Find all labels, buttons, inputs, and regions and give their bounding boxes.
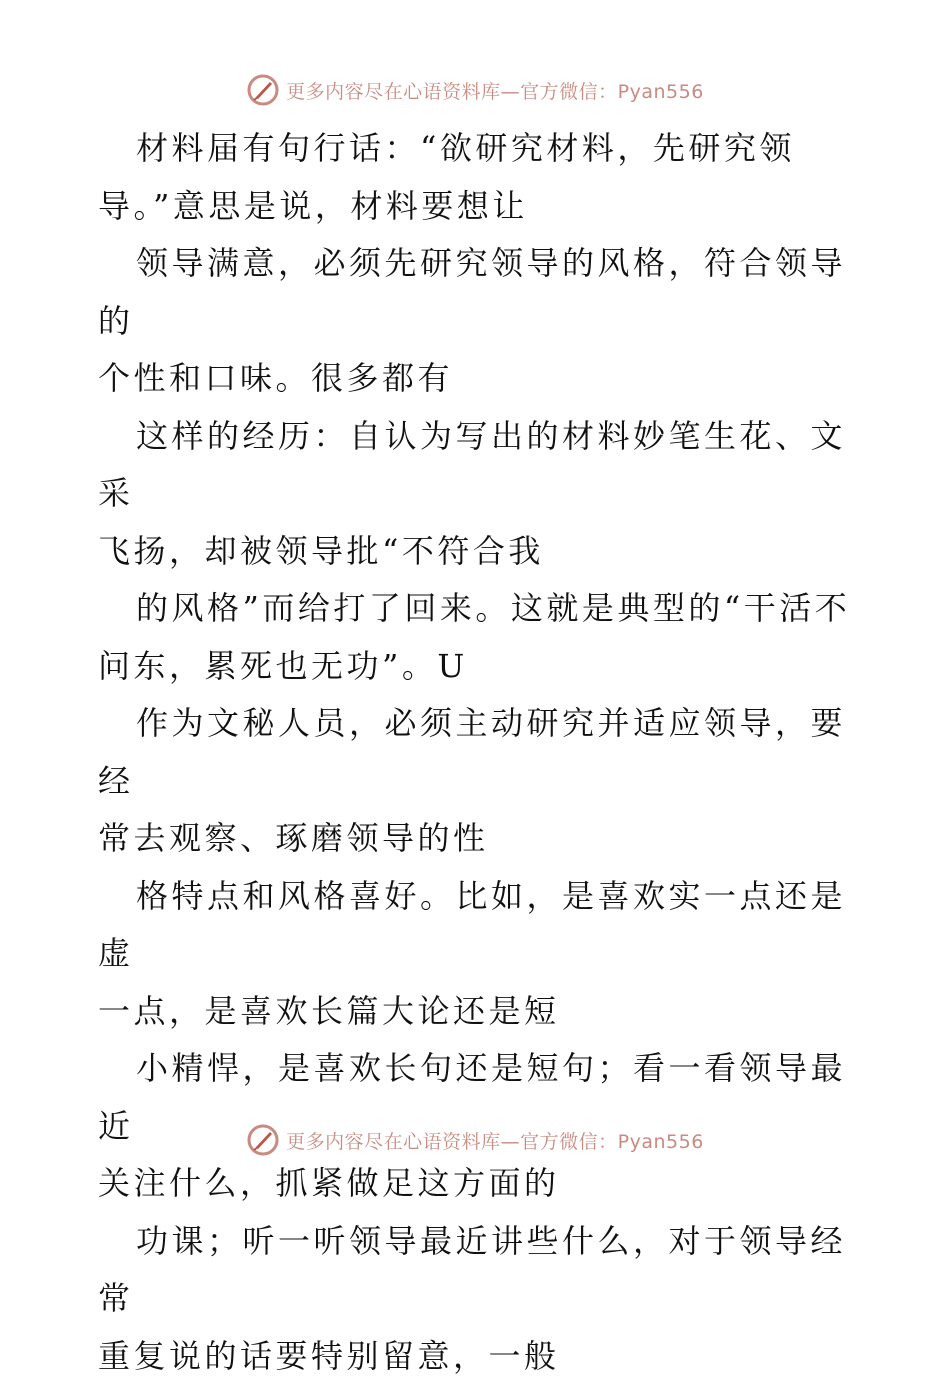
- paragraph-line: 关注什么，抓紧做足这方面的: [98, 1155, 858, 1213]
- paragraph-line: 格特点和风格喜好。比如，是喜欢实一点还是虚: [98, 868, 858, 983]
- paragraph: [98, 695, 858, 868]
- paragraph-line: 个性和口味。很多都有: [98, 350, 858, 408]
- paragraph-line: 问东，累死也无功”。U: [98, 638, 858, 696]
- paragraph-line: 的风格”而给打了回来。这就是典型的“干活不: [98, 580, 858, 638]
- paragraph-line: 常去观察、琢磨领导的性: [98, 810, 858, 868]
- paragraph-line: 一点，是喜欢长篇大论还是短: [98, 983, 858, 1041]
- paragraph: [98, 1213, 858, 1385]
- quill-circle-icon: [246, 73, 280, 107]
- paragraph-line: 这样的经历：自认为写出的材料妙笔生花、文采: [98, 408, 858, 523]
- paragraph-line: 小精悍，是喜欢长句还是短句；看一看领导最近: [98, 1040, 858, 1155]
- paragraph: [98, 408, 858, 581]
- paragraph: [98, 580, 858, 695]
- paragraph-line: 飞扬，却被领导批“不符合我: [98, 523, 858, 581]
- paragraph-line: 材料届有句行话：“欲研究材料，先研究领: [98, 120, 858, 178]
- footer-banner-text: 更多内容尽在心语资料库—官方微信：Pyan556: [286, 1127, 704, 1154]
- paragraph-line: 重复说的话要特别留意，一般: [98, 1328, 858, 1385]
- footer-banner: [0, 1120, 950, 1160]
- quill-circle-icon: [246, 1123, 280, 1157]
- paragraph-line: 导。”意思是说，材料要想让: [98, 178, 858, 236]
- paragraph-line: 功课；听一听领导最近讲些什么，对于领导经常: [98, 1213, 858, 1328]
- paragraph: [98, 868, 858, 1041]
- paragraph: [98, 120, 858, 235]
- paragraph: [98, 235, 858, 408]
- document-body: [98, 120, 858, 1385]
- paragraph-line: 作为文秘人员，必须主动研究并适应领导，要经: [98, 695, 858, 810]
- header-banner-text: 更多内容尽在心语资料库—官方微信：Pyan556: [286, 77, 704, 104]
- paragraph-line: 领导满意，必须先研究领导的风格，符合领导的: [98, 235, 858, 350]
- header-banner: [0, 70, 950, 110]
